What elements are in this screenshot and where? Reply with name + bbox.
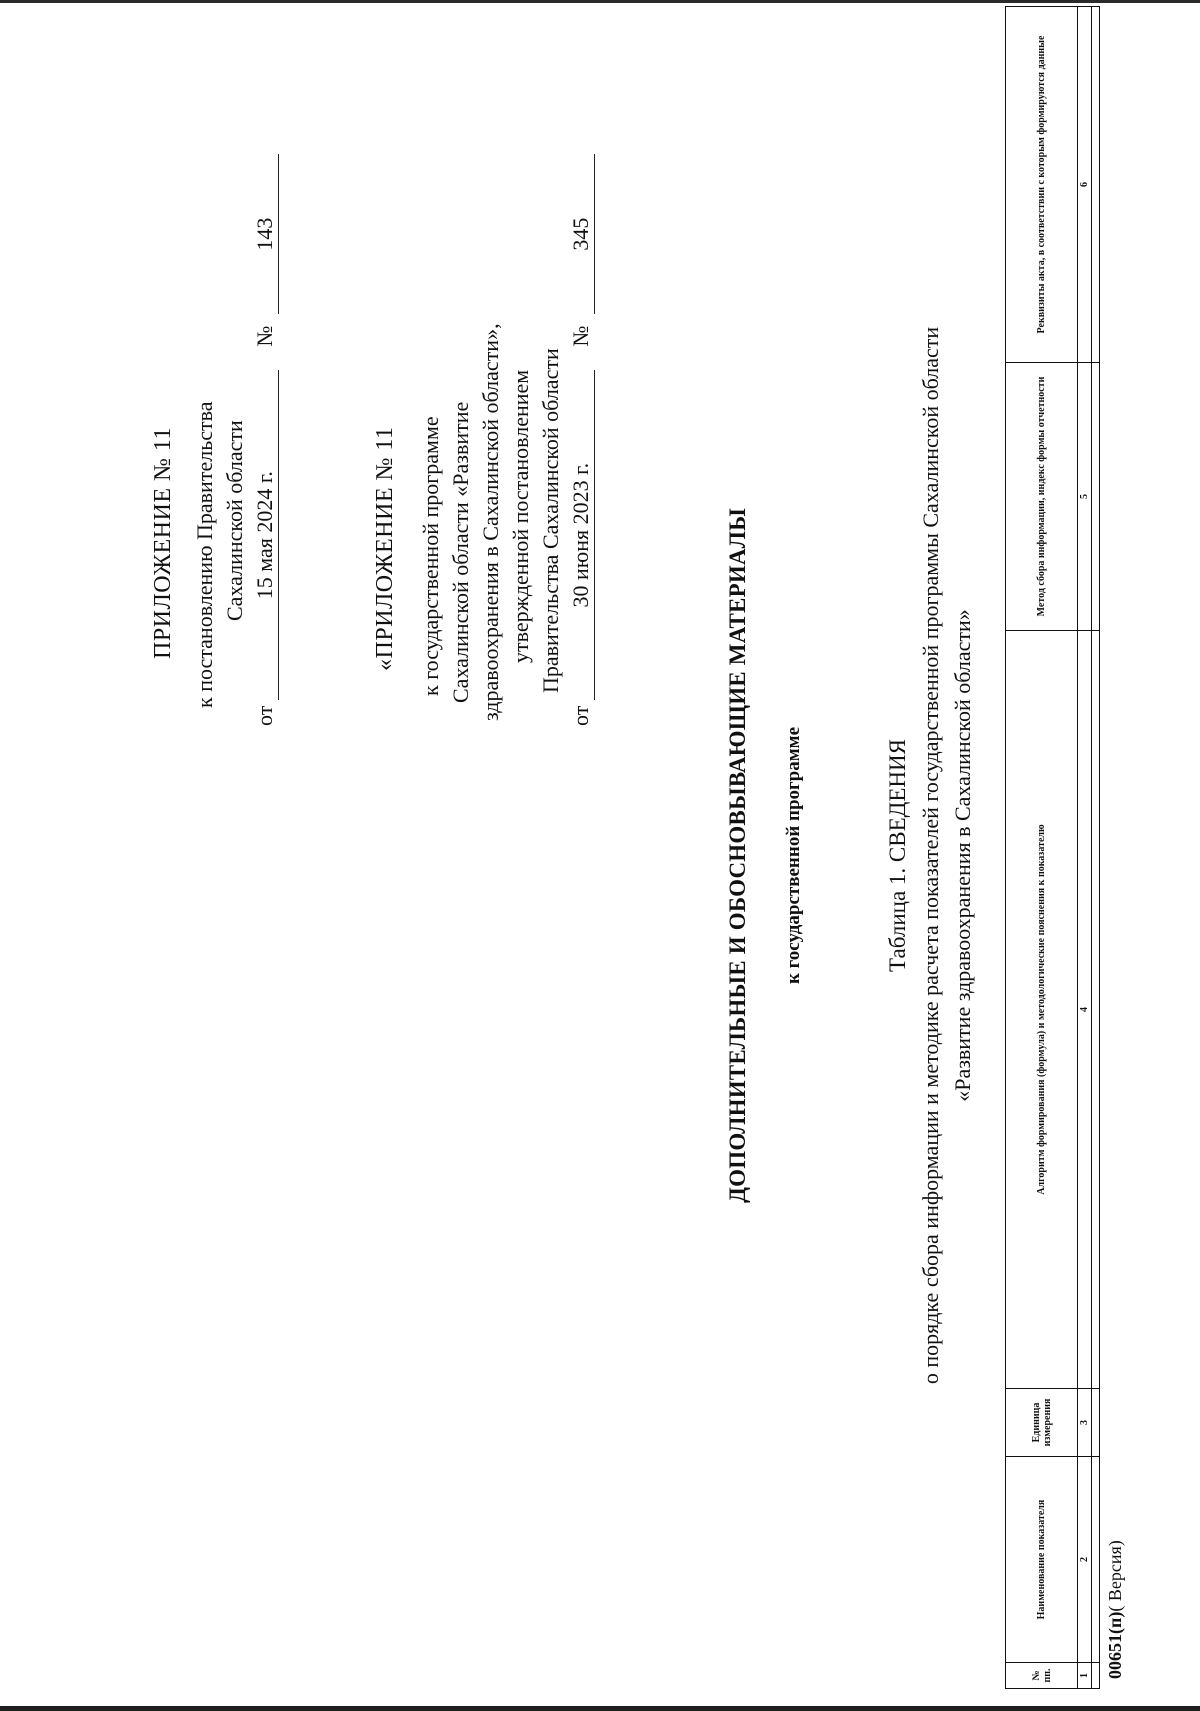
appendix-num-label: № xyxy=(252,325,277,347)
header-algorithm: Алгоритм формирования (формула) и методологические пояснения к показателю xyxy=(1006,631,1078,1389)
column-number-1: 1 xyxy=(1078,1663,1092,1689)
table-description-line1: о порядке сбора информации и методике расчета показателей государственной программы Сахалинской области xyxy=(918,326,943,1385)
column-number-6: 6 xyxy=(1078,7,1092,363)
table-cell xyxy=(1092,7,1100,363)
table-description-line2: «Развитие здравоохранения в Сахалинской области» xyxy=(950,609,975,1102)
document-version: ( Версия) xyxy=(1105,1540,1125,1612)
appendix-date: 15 мая 2024 г. xyxy=(252,370,279,700)
column-number-2: 2 xyxy=(1078,1457,1092,1663)
column-number-5: 5 xyxy=(1078,363,1092,631)
quoted-appendix-line5: Правительства Сахалинской области xyxy=(538,348,563,693)
column-number-3: 3 xyxy=(1078,1389,1092,1457)
header-act-details: Реквизиты акта, в соответствии с которым формируются данные xyxy=(1006,7,1078,363)
document-code-number: 00651(п) xyxy=(1105,1611,1125,1679)
quoted-appendix-num-label: № xyxy=(568,325,593,347)
quoted-appendix-from-label: от xyxy=(568,705,593,726)
table-header-row xyxy=(1006,7,1078,1689)
quoted-appendix-line3: здравоохранения в Сахалинской области», xyxy=(478,323,503,721)
appendix-date-line xyxy=(252,154,279,726)
appendix-from-label: от xyxy=(252,705,277,726)
table-caption: Таблица 1. СВЕДЕНИЯ xyxy=(885,739,910,972)
appendix-title: ПРИЛОЖЕНИЕ № 11 xyxy=(150,426,176,659)
header-unit: Единица измерения xyxy=(1006,1389,1078,1457)
document-code xyxy=(1105,1540,1126,1679)
quoted-appendix-number: 345 xyxy=(568,154,595,314)
table-cell xyxy=(1092,363,1100,631)
page-title: ДОПОЛНИТЕЛЬНЫЕ И ОБОСНОВЫВАЮЩИЕ МАТЕРИАЛЫ xyxy=(725,508,750,1203)
table-cell xyxy=(1092,1663,1100,1689)
appendix-line2: Сахалинской области xyxy=(222,420,247,621)
page-subtitle: к государственной программе xyxy=(783,726,804,985)
quoted-appendix-title: «ПРИЛОЖЕНИЕ № 11 xyxy=(372,426,398,671)
header-number: № пп. xyxy=(1006,1663,1078,1689)
quoted-appendix-line2: Сахалинской области «Развитие xyxy=(448,401,473,703)
quoted-appendix-date-line xyxy=(568,154,595,726)
quoted-appendix-date: 30 июня 2023 г. xyxy=(568,370,595,700)
table-cell xyxy=(1092,1457,1100,1663)
indicators-table xyxy=(1005,6,1100,1689)
table-column-numbers-row xyxy=(1078,7,1092,1689)
table-row xyxy=(1092,7,1100,1689)
quoted-appendix-line4: утвержденной постановлением xyxy=(508,369,533,663)
appendix-number: 143 xyxy=(252,154,279,314)
header-indicator-name: Наименование показателя xyxy=(1006,1457,1078,1663)
table-cell xyxy=(1092,1389,1100,1457)
quoted-appendix-line1: к государственной программе xyxy=(418,416,443,696)
table-cell xyxy=(1092,631,1100,1389)
header-collection-method: Метод сбора информации, индекс формы отчетности xyxy=(1006,363,1078,631)
appendix-line1: к постановлению Правительства xyxy=(192,401,217,708)
column-number-4: 4 xyxy=(1078,631,1092,1389)
